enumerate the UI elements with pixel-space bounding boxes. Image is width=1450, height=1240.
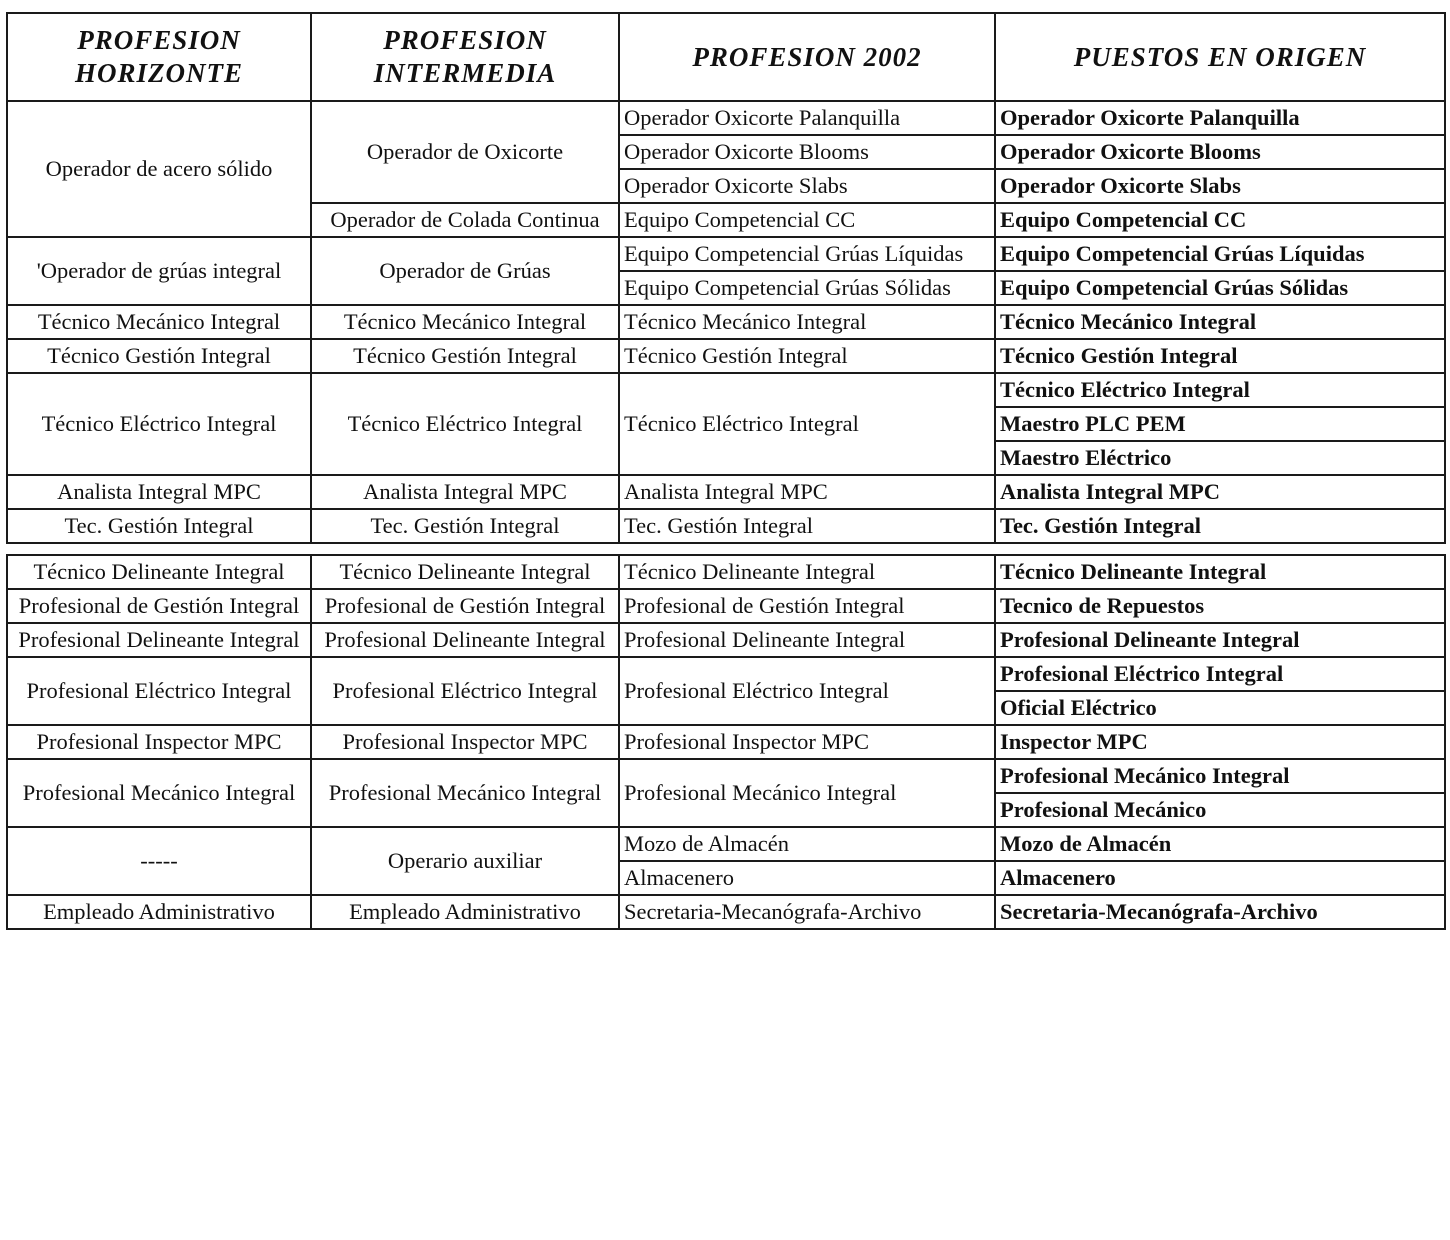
cell-profesion-2002: Técnico Mecánico Integral (619, 305, 995, 339)
cell-profesion-horizonte: Técnico Eléctrico Integral (7, 373, 311, 475)
cell-profesion-horizonte: Empleado Administrativo (7, 895, 311, 929)
table-body (7, 101, 1445, 929)
cell-profesion-horizonte: Profesional Eléctrico Integral (7, 657, 311, 725)
page-break-spacer (7, 543, 1445, 555)
cell-profesion-horizonte: 'Operador de grúas integral (7, 237, 311, 305)
cell-profesion-2002: Equipo Competencial CC (619, 203, 995, 237)
table-row (7, 589, 1445, 623)
cell-profesion-2002: Tec. Gestión Integral (619, 509, 995, 543)
cell-profesion-horizonte: Operador de acero sólido (7, 101, 311, 237)
table-row (7, 555, 1445, 589)
table-row (7, 895, 1445, 929)
cell-profesion-2002: Profesional Delineante Integral (619, 623, 995, 657)
cell-profesion-intermedia: Operario auxiliar (311, 827, 619, 895)
cell-puesto-origen: Técnico Eléctrico Integral (995, 373, 1445, 407)
cell-puesto-origen: Inspector MPC (995, 725, 1445, 759)
profession-mapping-table (6, 12, 1446, 930)
cell-profesion-2002: Profesional Eléctrico Integral (619, 657, 995, 725)
table-row (7, 509, 1445, 543)
table-row (7, 725, 1445, 759)
cell-puesto-origen: Equipo Competencial Grúas Líquidas (995, 237, 1445, 271)
cell-profesion-2002: Técnico Eléctrico Integral (619, 373, 995, 475)
cell-puesto-origen: Operador Oxicorte Palanquilla (995, 101, 1445, 135)
cell-puesto-origen: Tecnico de Repuestos (995, 589, 1445, 623)
cell-profesion-intermedia: Profesional Eléctrico Integral (311, 657, 619, 725)
cell-puesto-origen: Mozo de Almacén (995, 827, 1445, 861)
cell-profesion-intermedia: Técnico Delineante Integral (311, 555, 619, 589)
cell-puesto-origen: Equipo Competencial Grúas Sólidas (995, 271, 1445, 305)
cell-profesion-intermedia: Técnico Gestión Integral (311, 339, 619, 373)
table-row (7, 623, 1445, 657)
cell-puesto-origen: Equipo Competencial CC (995, 203, 1445, 237)
page-break-gap (7, 543, 1445, 555)
cell-profesion-2002: Operador Oxicorte Palanquilla (619, 101, 995, 135)
cell-profesion-horizonte: ----- (7, 827, 311, 895)
table-row (7, 101, 1445, 135)
table-row (7, 657, 1445, 691)
cell-puesto-origen: Oficial Eléctrico (995, 691, 1445, 725)
table-row (7, 759, 1445, 793)
cell-profesion-2002: Secretaria-Mecanógrafa-Archivo (619, 895, 995, 929)
cell-profesion-intermedia: Profesional de Gestión Integral (311, 589, 619, 623)
header-row (7, 13, 1445, 101)
header-profesion-2002: PROFESION 2002 (619, 13, 995, 101)
cell-profesion-intermedia: Profesional Mecánico Integral (311, 759, 619, 827)
table-row (7, 475, 1445, 509)
cell-profesion-intermedia: Operador de Colada Continua (311, 203, 619, 237)
cell-profesion-intermedia: Profesional Inspector MPC (311, 725, 619, 759)
cell-puesto-origen: Secretaria-Mecanógrafa-Archivo (995, 895, 1445, 929)
cell-profesion-horizonte: Técnico Gestión Integral (7, 339, 311, 373)
cell-profesion-2002: Profesional de Gestión Integral (619, 589, 995, 623)
cell-puesto-origen: Operador Oxicorte Slabs (995, 169, 1445, 203)
table-row (7, 827, 1445, 861)
cell-profesion-2002: Técnico Delineante Integral (619, 555, 995, 589)
cell-puesto-origen: Profesional Delineante Integral (995, 623, 1445, 657)
cell-puesto-origen: Maestro Eléctrico (995, 441, 1445, 475)
cell-profesion-2002: Profesional Mecánico Integral (619, 759, 995, 827)
cell-puesto-origen: Operador Oxicorte Blooms (995, 135, 1445, 169)
cell-puesto-origen: Maestro PLC PEM (995, 407, 1445, 441)
cell-profesion-2002: Operador Oxicorte Slabs (619, 169, 995, 203)
cell-profesion-2002: Profesional Inspector MPC (619, 725, 995, 759)
cell-puesto-origen: Almacenero (995, 861, 1445, 895)
header-profesion-horizonte: PROFESION HORIZONTE (7, 13, 311, 101)
cell-profesion-intermedia: Técnico Eléctrico Integral (311, 373, 619, 475)
table-row (7, 373, 1445, 407)
cell-profesion-intermedia: Operador de Oxicorte (311, 101, 619, 203)
cell-profesion-intermedia: Técnico Mecánico Integral (311, 305, 619, 339)
cell-puesto-origen: Técnico Mecánico Integral (995, 305, 1445, 339)
cell-profesion-intermedia: Profesional Delineante Integral (311, 623, 619, 657)
cell-puesto-origen: Profesional Mecánico Integral (995, 759, 1445, 793)
cell-profesion-2002: Almacenero (619, 861, 995, 895)
cell-profesion-2002: Equipo Competencial Grúas Sólidas (619, 271, 995, 305)
cell-profesion-horizonte: Analista Integral MPC (7, 475, 311, 509)
cell-profesion-horizonte: Técnico Mecánico Integral (7, 305, 311, 339)
cell-profesion-intermedia: Empleado Administrativo (311, 895, 619, 929)
profession-mapping-document (6, 12, 1444, 930)
cell-profesion-2002: Técnico Gestión Integral (619, 339, 995, 373)
cell-puesto-origen: Técnico Delineante Integral (995, 555, 1445, 589)
cell-puesto-origen: Tec. Gestión Integral (995, 509, 1445, 543)
cell-profesion-horizonte: Técnico Delineante Integral (7, 555, 311, 589)
cell-profesion-intermedia: Tec. Gestión Integral (311, 509, 619, 543)
cell-puesto-origen: Técnico Gestión Integral (995, 339, 1445, 373)
cell-profesion-2002: Mozo de Almacén (619, 827, 995, 861)
cell-puesto-origen: Profesional Mecánico (995, 793, 1445, 827)
cell-profesion-2002: Operador Oxicorte Blooms (619, 135, 995, 169)
cell-profesion-intermedia: Analista Integral MPC (311, 475, 619, 509)
header-profesion-intermedia: PROFESION INTERMEDIA (311, 13, 619, 101)
cell-profesion-2002: Analista Integral MPC (619, 475, 995, 509)
cell-profesion-horizonte: Profesional Delineante Integral (7, 623, 311, 657)
cell-profesion-horizonte: Profesional Mecánico Integral (7, 759, 311, 827)
cell-profesion-intermedia: Operador de Grúas (311, 237, 619, 305)
cell-profesion-horizonte: Profesional Inspector MPC (7, 725, 311, 759)
table-row (7, 339, 1445, 373)
header-puestos-en-origen: PUESTOS EN ORIGEN (995, 13, 1445, 101)
table-row (7, 305, 1445, 339)
cell-profesion-horizonte: Tec. Gestión Integral (7, 509, 311, 543)
table-row (7, 237, 1445, 271)
cell-profesion-horizonte: Profesional de Gestión Integral (7, 589, 311, 623)
cell-puesto-origen: Profesional Eléctrico Integral (995, 657, 1445, 691)
cell-puesto-origen: Analista Integral MPC (995, 475, 1445, 509)
cell-profesion-2002: Equipo Competencial Grúas Líquidas (619, 237, 995, 271)
